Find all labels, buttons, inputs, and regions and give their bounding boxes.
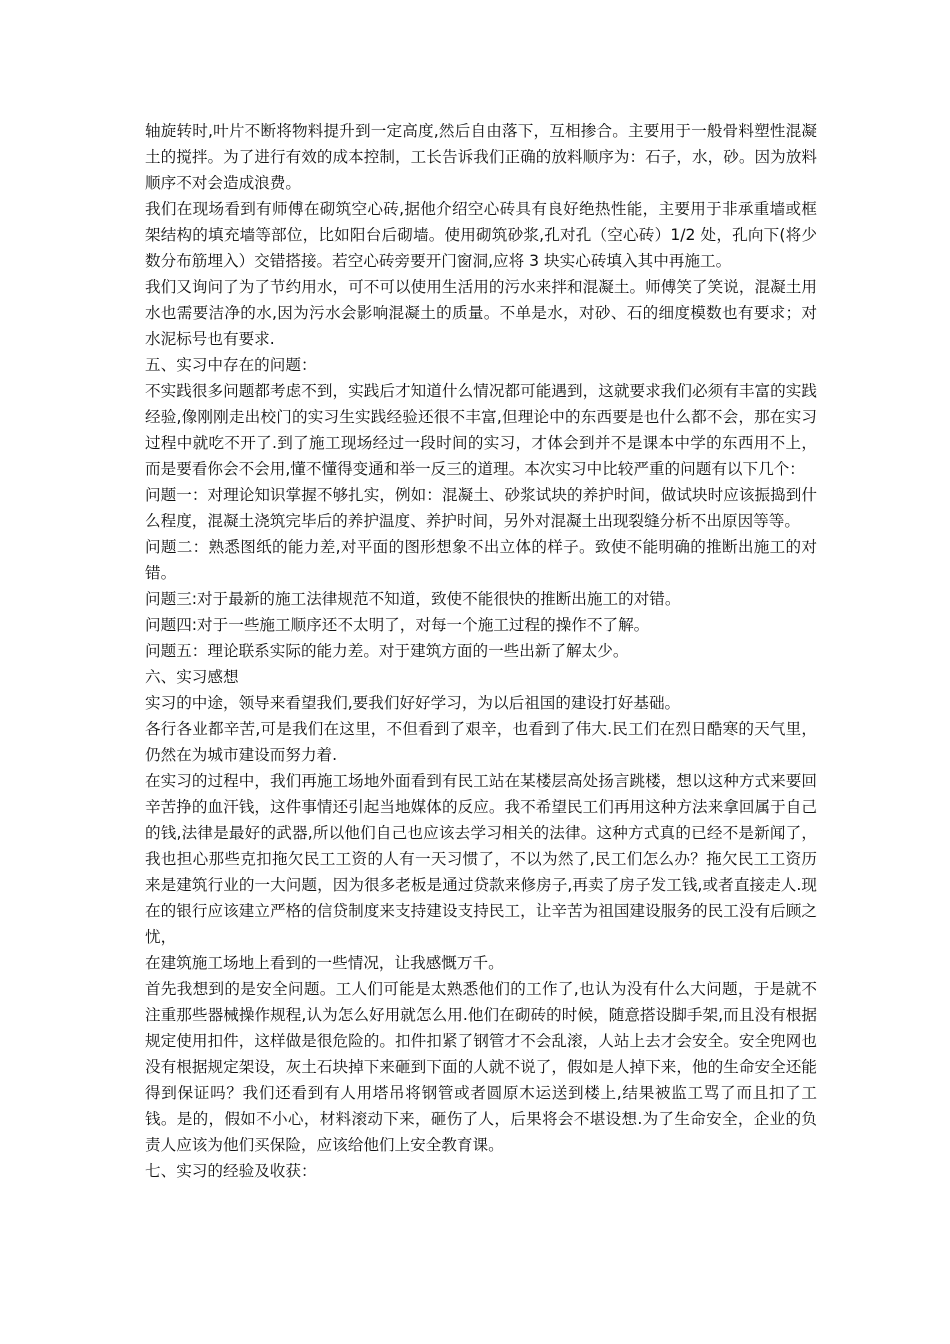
document-body <box>145 118 817 1184</box>
paragraph-problems-intro: 不实践很多问题都考虑不到，实践后才知道什么情况都可能遇到，这就要求我们必须有丰富的实践经验,像刚刚走出校门的实习生实践经验还很不丰富,但理论中的东西要是也什么都不会，那在实习过程中就吃不开了.到了施工现场经过一段时间的实习，才体会到并不是课本中学的东西用不上，而是要看你会不会用,懂不懂得变通和举一反三的道理。本次实习中比较严重的问题有以下几个： <box>145 382 817 478</box>
paragraph-problem-2: 问题二：熟悉图纸的能力差,对平面的图形想象不出立体的样子。致使不能明确的推断出施工的对错。 <box>145 538 817 582</box>
paragraph-water-usage: 我们又询问了为了节约用水，可不可以使用生活用的污水来拌和混凝土。师傅笑了笑说，混凝土用水也需要洁净的水,因为污水会影响混凝土的质量。不单是水，对砂、石的细度模数也有要求；对水泥标号也有要求. <box>145 278 817 348</box>
section-heading-experience: 七、实习的经验及收获： <box>145 1162 317 1180</box>
paragraph-hollow-brick: 我们在现场看到有师傅在砌筑空心砖,据他介绍空心砖具有良好绝热性能，主要用于非承重墙或框架结构的填充墙等部位，比如阳台后砌墙。使用砌筑砂浆,孔对孔（空心砖）1/2 处，孔向下(将少数分布筋埋入）交错搭接。若空心砖旁要开门窗洞,应将 3 块实心砖填入其中再施工。 <box>145 200 817 270</box>
paragraph-leaders-visit: 实习的中途，领导来看望我们,要我们好好学习，为以后祖国的建设打好基础。 <box>145 694 681 712</box>
paragraph-hardship: 各行各业都辛苦,可是我们在这里，不但看到了艰辛，也看到了伟大.民工们在烈日酷寒的天气里，仍然在为城市建设而努力着. <box>145 720 817 764</box>
paragraph-safety: 首先我想到的是安全问题。工人们可能是太熟悉他们的工作了,也认为没有什么大问题，于是就不注重那些器械操作规程,认为怎么好用就怎么用.他们在砌砖的时候，随意搭设脚手架,而且没有根据规定使用扣件，这样做是很危险的。扣件扣紧了钢管才不会乱滚，人站上去才会安全。安全兜网也没有根据规定架设，灰土石块掉下来砸到下面的人就不说了，假如是人掉下来，他的生命安全还能得到保证吗？我们还看到有人用塔吊将钢管或者圆原木运送到楼上,结果被监工骂了而且扣了工钱。是的，假如不小心，材料滚动下来，砸伤了人，后果将会不堪设想.为了生命安全，企业的负责人应该为他们买保险，应该给他们上安全教育课。 <box>145 980 817 1154</box>
section-heading-reflections: 六、实习感想 <box>145 668 239 686</box>
paragraph-mixer-continuation: 轴旋转时,叶片不断将物料提升到一定高度,然后自由落下，互相掺合。主要用于一般骨料塑性混凝土的搅拌。为了进行有效的成本控制，工长告诉我们正确的放料顺序为：石子，水，砂。因为放料顺序不对会造成浪费。 <box>145 122 817 192</box>
paragraph-unpaid-wages: 在实习的过程中，我们再施工场地外面看到有民工站在某楼层高处扬言跳楼，想以这种方式来要回辛苦挣的血汗钱，这件事情还引起当地媒体的反应。我不希望民工们再用这种方法来拿回属于自己的钱,法律是最好的武器,所以他们自己也应该去学习相关的法律。这种方式真的已经不是新闻了，我也担心那些克扣拖欠民工工资的人有一天习惯了，不以为然了,民工们怎么办？拖欠民工工资历来是建筑行业的一大问题，因为很多老板是通过贷款来修房子,再卖了房子发工钱,或者直接走人.现在的银行应该建立严格的信贷制度来支持建设支持民工，让辛苦为祖国建设服务的民工没有后顾之忧， <box>145 772 817 946</box>
paragraph-site-observations: 在建筑施工场地上看到的一些情况，让我感慨万千。 <box>145 954 504 972</box>
paragraph-problem-3: 问题三:对于最新的施工法律规范不知道，致使不能很快的推断出施工的对错。 <box>145 590 681 608</box>
paragraph-problem-1: 问题一：对理论知识掌握不够扎实，例如：混凝土、砂浆试块的养护时间，做试块时应该振捣到什么程度，混凝土浇筑完毕后的养护温度、养护时间，另外对混凝土出现裂缝分析不出原因等等。 <box>145 486 817 530</box>
paragraph-problem-4: 问题四:对于一些施工顺序还不太明了，对每一个施工过程的操作不了解。 <box>145 616 650 634</box>
section-heading-problems: 五、实习中存在的问题： <box>145 356 317 374</box>
paragraph-problem-5: 问题五：理论联系实际的能力差。对于建筑方面的一些出新了解太少。 <box>145 642 629 660</box>
